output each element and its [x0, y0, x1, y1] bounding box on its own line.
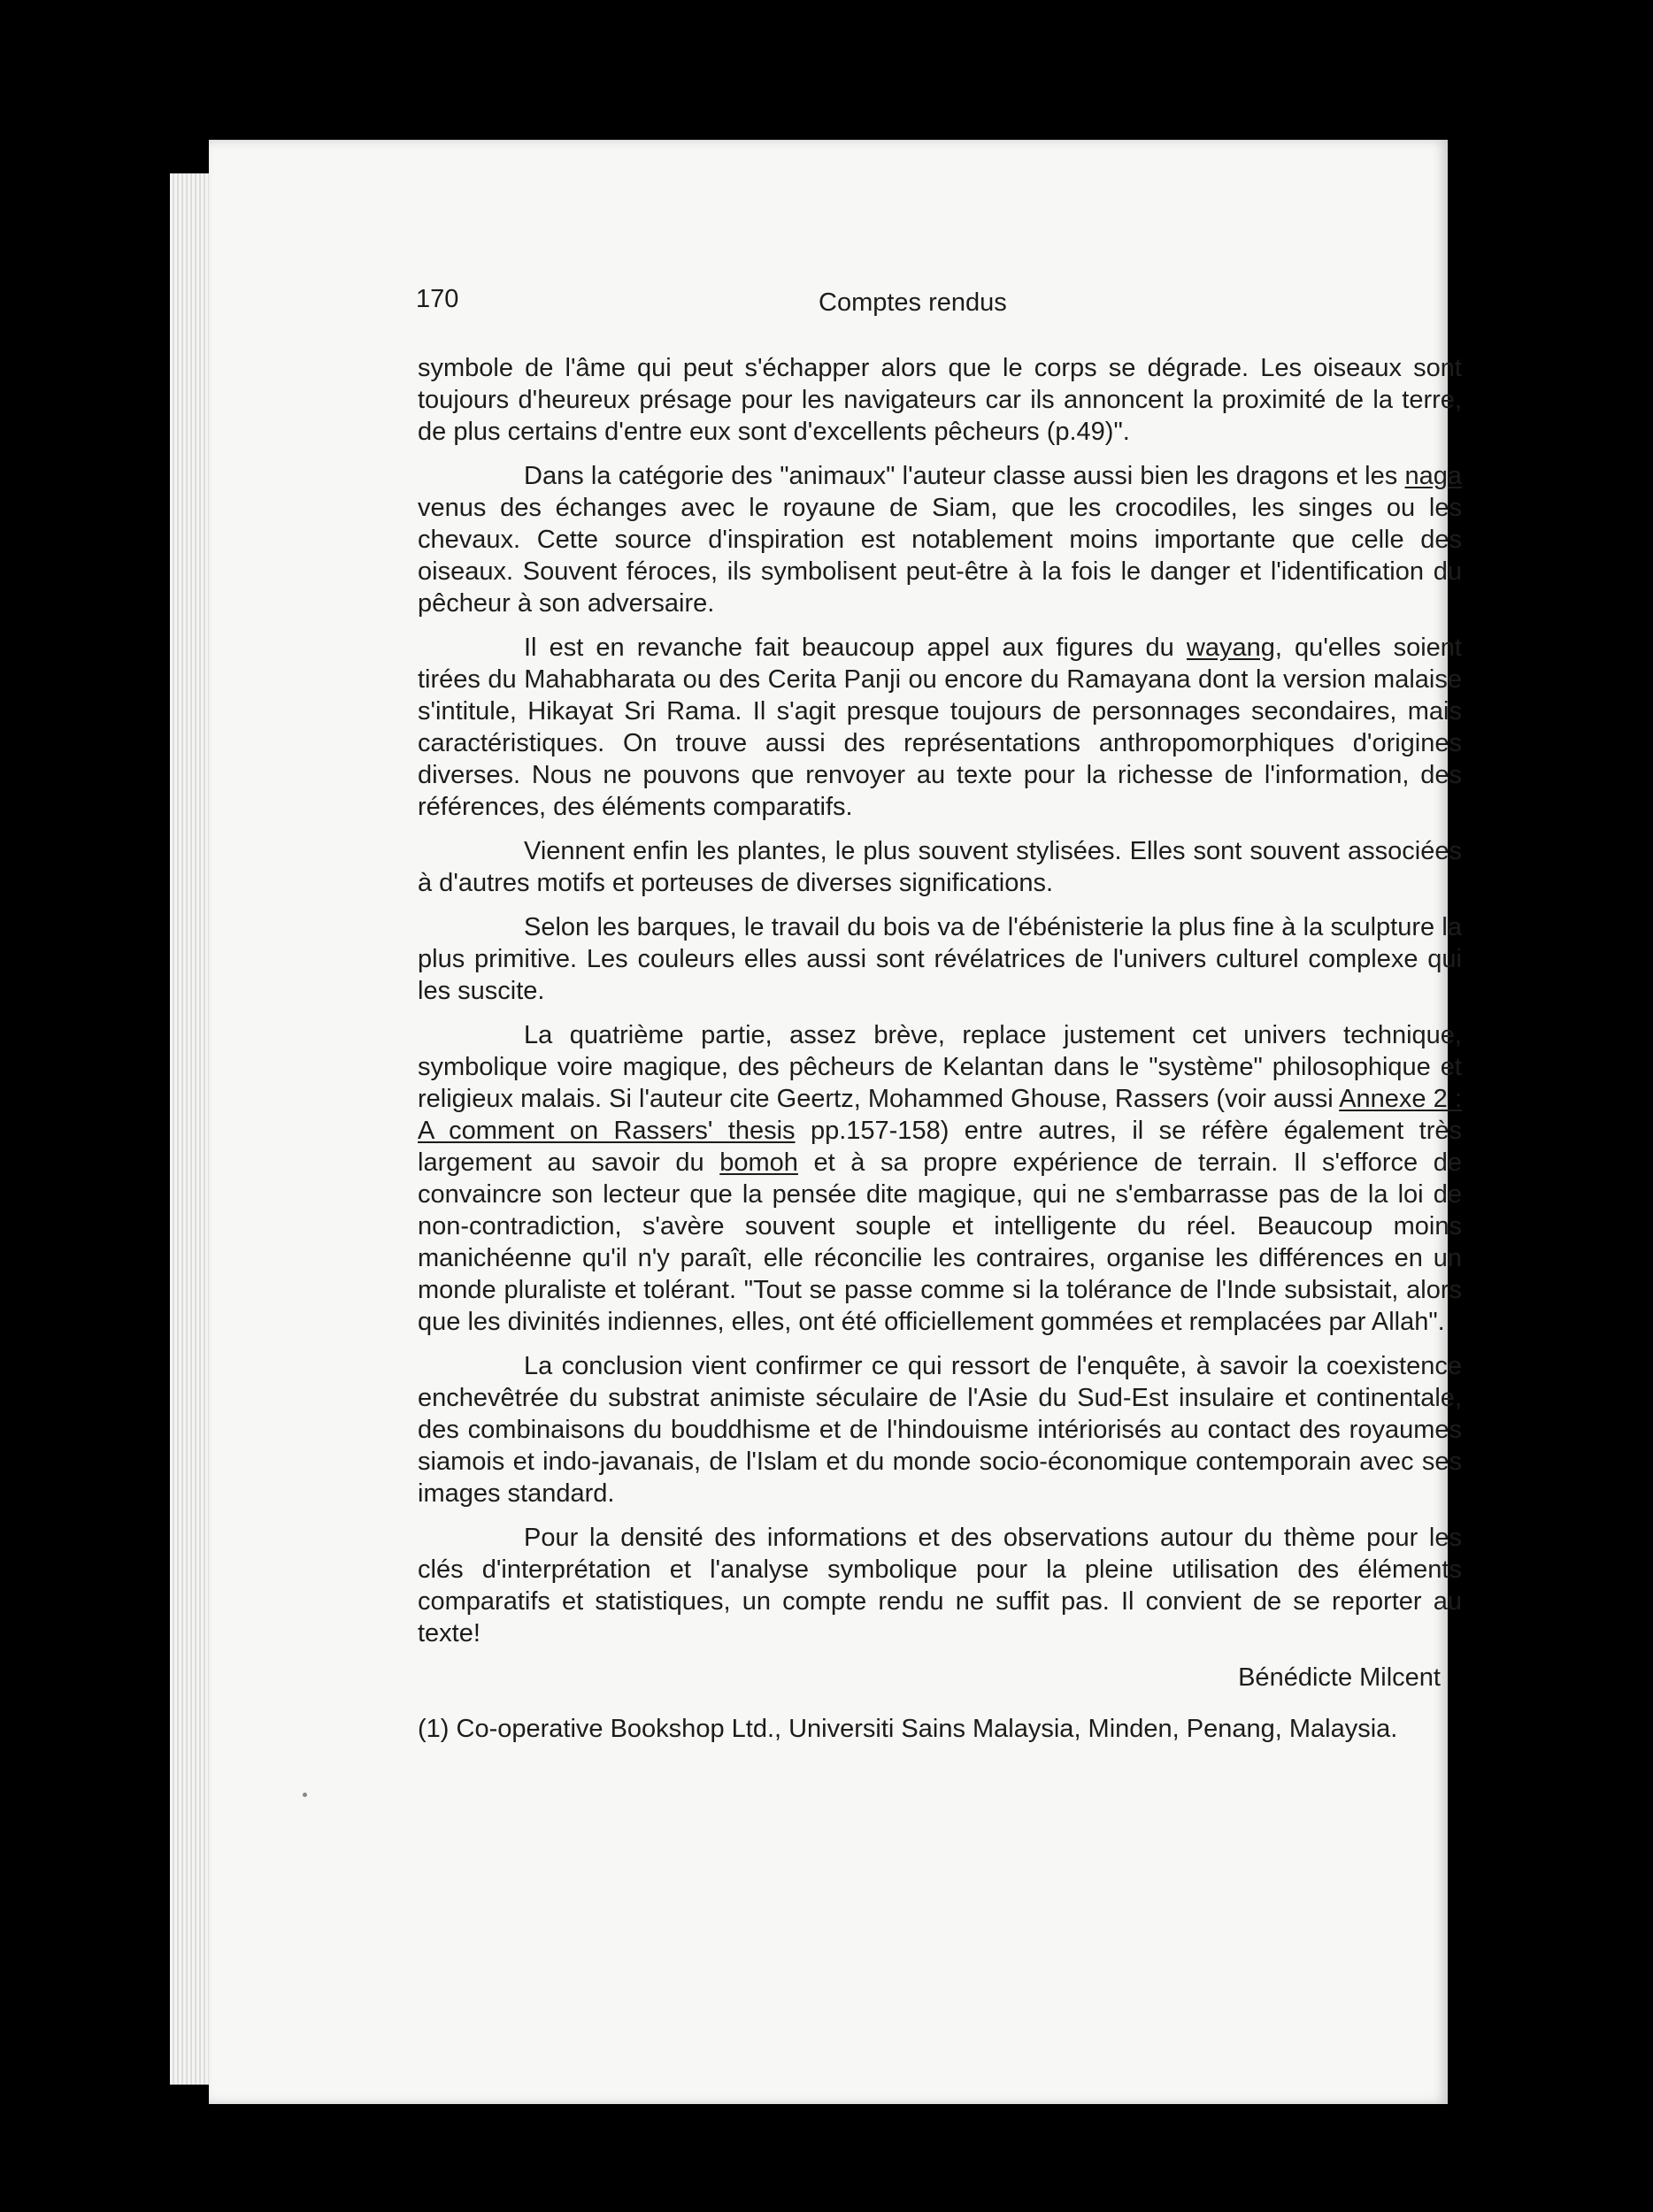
footnote: (1) Co-operative Bookshop Ltd., Universiti Sains Malaysia, Minden, Penang, Malaysia.	[418, 1715, 1398, 1743]
text-run: Selon les barques, le travail du bois va de l'ébénisterie la plus fine à la sculpture la plus primitive. Les couleurs elles aussi sont révélatrices de l'univers culturel complexe qui les suscite.	[418, 913, 1462, 1005]
text-run: La conclusion vient confirmer ce qui ressort de l'enquête, à savoir la coexistence enchevêtrée du substrat animiste séculaire de l'Asie du Sud-Est insulaire et continentale, des combinaisons du bouddhisme et de l'hindouisme intériorisés au contact des royaumes siamois et indo-javanais, de l'Islam et du monde socio-économique contemporain avec ses images standard.	[418, 1352, 1462, 1508]
paragraph	[418, 632, 1462, 823]
author-signature: Bénédicte Milcent	[1238, 1663, 1441, 1692]
text-run: et à sa propre expérience de terrain. Il s'efforce de convaincre son lecteur que la pensée dite magique, qui ne s'embarrasse pas de la loi de non-contradiction, s'avère souvent souple et intelligente du réel. Beaucoup moins manichéenne qu'il n'y paraît, elle réconcilie les contraires, organise les différences en un monde pluraliste et tolérant. "Tout se passe comme si la tolérance de l'Inde subsistait, alors que les divinités indiennes, elles, ont été officiellement gommées et remplacées par Allah".	[418, 1148, 1462, 1336]
paragraph	[418, 352, 1462, 448]
underlined-term: Annexe 2 : A comment on Rassers' thesis	[418, 1085, 1463, 1145]
text-run: Il est en revanche fait beaucoup appel aux figures du	[524, 634, 1187, 662]
text-run: Viennent enfin les plantes, le plus souvent stylisées. Elles sont souvent associées à d'autres motifs et porteuses de diverses significations.	[418, 837, 1462, 897]
paragraph	[418, 1522, 1462, 1649]
dust-speck	[303, 1793, 307, 1797]
page-number: 170	[416, 285, 459, 313]
text-run: La quatrième partie, assez brève, replace justement cet univers technique, symbolique voire magique, des pêcheurs de Kelantan dans le "système" philosophique et religieux malais. Si l'auteur cite Geertz, Mohammed Ghouse, Rassers (voir aussi	[418, 1021, 1462, 1113]
text-run: Pour la densité des informations et des observations autour du thème pour les clés d'interprétation et l'analyse symbolique pour la pleine utilisation des éléments comparatifs et statistiques, un compte rendu ne suffit pas. Il convient de se reporter au texte!	[418, 1524, 1462, 1647]
underlined-term: wayang	[1186, 634, 1275, 662]
text-run: , qu'elles soient tirées du Mahabharata ou des Cerita Panji ou encore du Ramayana dont la version malaise s'intitule, Hikayat Sri Rama. Il s'agit presque toujours de personnages secondaires, mais caractéristiques. On trouve aussi des représentations anthropomorphiques d'origines diverses. Nous ne pouvons que renvoyer au texte pour la richesse de l'information, des références, des éléments comparatifs.	[418, 634, 1462, 821]
paragraph	[418, 835, 1462, 899]
underlined-term: naga	[1404, 462, 1462, 490]
running-title: Comptes rendus	[819, 288, 1007, 317]
underlined-term: bomoh	[719, 1148, 798, 1177]
review-body	[418, 352, 1462, 1745]
paragraph	[418, 460, 1462, 619]
text-run: Dans la catégorie des "animaux" l'auteur classe aussi bien les dragons et les	[524, 462, 1405, 490]
text-run: symbole de l'âme qui peut s'échapper alors que le corps se dégrade. Les oiseaux sont toujours d'heureux présage pour les navigateurs car ils annoncent la proximité de la terre, de plus certains d'entre eux sont d'excellents pêcheurs (p.49)".	[418, 354, 1462, 446]
paragraph-list	[418, 352, 1462, 1649]
paragraph	[418, 911, 1462, 1007]
paragraph	[418, 1350, 1462, 1509]
page-header	[416, 285, 1460, 324]
paragraph	[418, 1019, 1462, 1338]
text-run: venus des échanges avec le royaune de Siam, que les crocodiles, les singes ou les chevaux. Cette source d'inspiration est notablement moins importante que celle des oiseaux. Souvent féroces, ils symbolisent peut-être à la fois le danger et l'identification du pêcheur à son adversaire.	[418, 494, 1462, 618]
text-run: pp.157-158) entre autres, il se réfère également très largement au savoir du	[418, 1117, 1463, 1177]
